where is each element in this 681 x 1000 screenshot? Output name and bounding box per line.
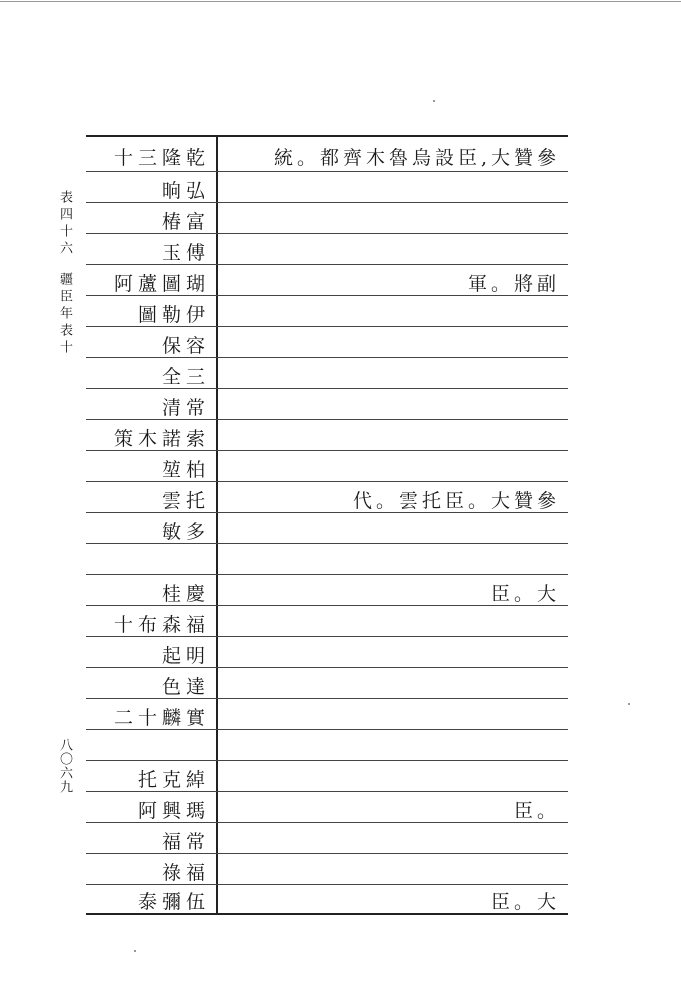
official-name: 堃柏 — [161, 459, 210, 481]
official-post: 臣。 — [513, 800, 560, 822]
official-post: 統。都齊木魯烏設臣,大贊參 — [273, 147, 560, 169]
row-rule — [86, 171, 568, 172]
scan-speck — [134, 950, 136, 952]
officials-table — [86, 135, 568, 915]
column-divider — [216, 135, 218, 915]
official-name: 敏多 — [161, 521, 210, 543]
official-post: 臣。大 — [490, 891, 560, 913]
official-name: 椿富 — [161, 211, 210, 233]
table-top-rule — [86, 135, 568, 137]
official-name: 十布森福 — [113, 614, 210, 636]
page-number: 八〇六九 — [57, 738, 72, 794]
official-name: 托克綽 — [137, 769, 210, 791]
official-name: 色達 — [161, 676, 210, 698]
official-name: 二十麟實 — [113, 707, 210, 729]
official-name: 晌弘 — [161, 180, 210, 202]
official-name: 桂慶 — [161, 583, 210, 605]
official-name: 十三隆乾 — [113, 147, 210, 169]
scan-speck — [628, 703, 630, 705]
official-name: 雲托 — [161, 490, 210, 512]
official-name: 策木諾索 — [113, 428, 210, 450]
official-name: 清常 — [161, 397, 210, 419]
official-name: 阿蘆圖瑚 — [113, 273, 210, 295]
scan-speck — [433, 100, 435, 102]
margin-title — [56, 190, 72, 357]
official-name: 全三 — [161, 366, 210, 388]
official-post: 臣。大 — [490, 583, 560, 605]
official-name: 保容 — [161, 335, 210, 357]
official-post: 軍。將副 — [467, 273, 560, 295]
official-name: 玉傅 — [161, 242, 210, 264]
official-name: 福常 — [161, 831, 210, 853]
official-name: 阿興瑪 — [137, 800, 210, 822]
row-rule — [86, 760, 568, 761]
official-name: 起明 — [161, 645, 210, 667]
page-top-edge — [0, 1, 681, 2]
official-post: 代。雲托臣。大贊參 — [352, 490, 560, 512]
margin-title-section: 疆臣年表十 — [57, 272, 72, 357]
margin-title-volume: 表四十六 — [57, 190, 72, 258]
official-name: 泰彌伍 — [137, 891, 210, 913]
row-rule — [86, 574, 568, 575]
official-name: 祿福 — [161, 862, 210, 884]
official-name: 圖勒伊 — [137, 304, 210, 326]
